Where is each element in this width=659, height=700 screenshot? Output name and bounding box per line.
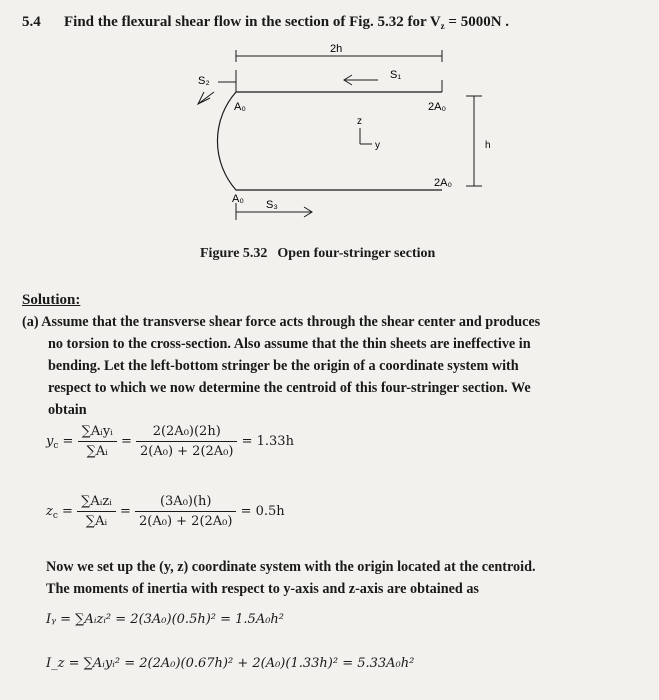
moment-iz: I_z = ∑Aᵢyᵢ² = 2(2A₀)(0.67h)² + 2(A₀)(1.33h)² = 5.33A₀h² [46,656,415,671]
yc-lhs-sub: c [53,441,59,451]
zc-num-1: ∑Aᵢzᵢ [77,494,116,512]
zc-frac-1 [77,494,116,529]
zc-lhs-sub: c [52,511,58,521]
yc-num-1: ∑Aᵢyᵢ [78,424,117,442]
yc-num-2: 2(2A₀)(2h) [136,424,237,442]
equation-yc: $y_c$ = $\frac{\text{∑Aᵢyᵢ}}{\text{∑Aᵢ}}$ = $\frac{\text{2(2A₀)(2h)}}{\text{2(A₀) + 2(2A₀)}}$ = 1.33h [46,424,294,459]
caption-label: Figure 5.32 [200,246,268,261]
equation-zc: $z_c$ = $\frac{\text{∑Aᵢzᵢ}}{\text{∑Aᵢ}}$ = $\frac{\text{(3A₀)(h)}}{\text{2(A₀) + 2(2A₀)}}$ = 0.5h [46,494,285,529]
yc-frac-2 [136,424,237,459]
zc-num-2: (3A₀)(h) [135,494,236,512]
problem-number: 5.4 [22,14,41,30]
coordinate-axes [360,128,372,144]
problem-text-sub: z [440,21,445,31]
conclusion-line: The moments of inertia with respect to y-axis and z-axis are obtained as [46,581,479,597]
axis-y-label: y [375,140,380,151]
figure-section-diagram [0,40,659,270]
moment-iy: Iᵧ = ∑Aᵢzᵢ² = 2(3A₀)(0.5h)² = 1.5A₀h² [46,612,285,627]
solution-heading: Solution: [22,292,81,308]
zc-result: = 0.5h [240,504,285,519]
yc-result: = 1.33h [241,434,294,449]
figure-caption [200,246,435,262]
axis-z-label: z [357,116,362,127]
s2-label: S₂ [198,75,210,87]
s1-arrow [344,75,378,85]
stringer-2a0-top: 2A₀ [428,101,447,113]
yc-den-2: 2(A₀) + 2(2A₀) [140,444,234,459]
dimension-h-label: h [485,140,491,151]
yc-lhs: y [46,434,54,449]
yc-den-1: ∑Aᵢ [86,444,108,459]
solution-line: bending. Let the left-bottom stringer be the origin of a coordinate system with [48,358,519,374]
solution-paragraph [22,311,622,421]
conclusion-paragraph [46,556,636,600]
solution-line: (a) Assume that the transverse shear force acts through the shear center and produces [22,314,541,330]
dimension-2h-label: 2h [330,43,343,55]
problem-statement [22,14,509,31]
problem-text: Find the flexural shear flow in the section of Fig. 5.32 for V [64,14,441,30]
zc-den-2: 2(A₀) + 2(2A₀) [139,514,233,529]
dimension-h [466,96,482,186]
stringer-a0-bottom: A₀ [232,193,244,205]
stringer-2a0-bottom: 2A₀ [434,177,453,189]
problem-text-end: = 5000N . [444,14,510,30]
zc-den-1: ∑Aᵢ [85,514,108,529]
zc-lhs: z [46,504,53,519]
stringer-a0-top: A₀ [234,101,246,113]
solution-line: obtain [48,402,87,418]
s1-label: S₁ [390,69,402,81]
conclusion-line: Now we set up the (y, z) coordinate system with the origin located at the centroid. [46,559,536,575]
s3-label: S₃ [266,199,278,211]
zc-frac-2 [135,494,236,529]
solution-line: no torsion to the cross-section. Also assume that the thin sheets are ineffective in [48,336,531,352]
section-outline [217,92,442,190]
caption-text: Open four-stringer section [277,246,436,261]
solution-line: respect to which we now determine the centroid of this four-stringer section. We [48,380,531,396]
yc-frac-1 [78,424,117,459]
